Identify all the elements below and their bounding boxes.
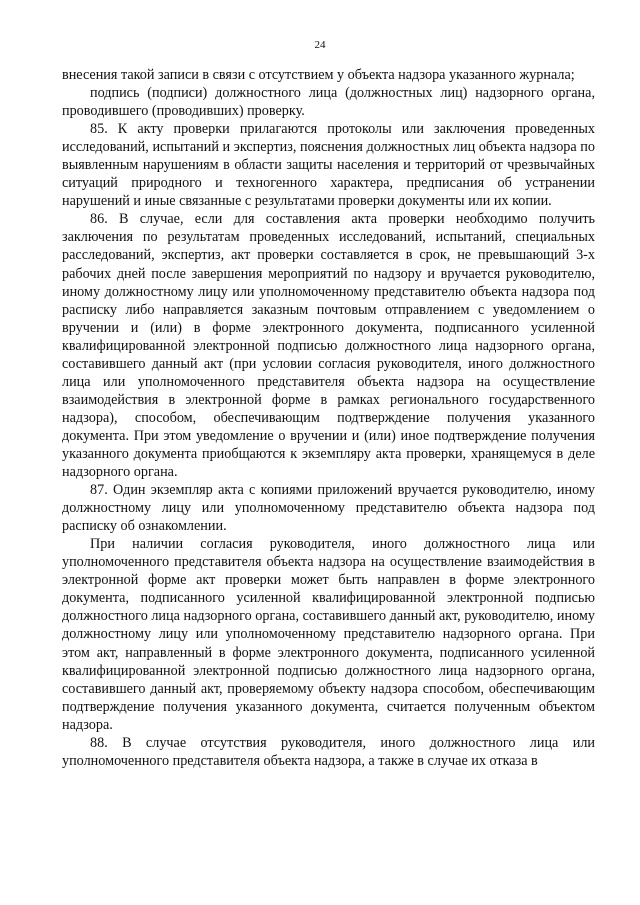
paragraph-continuation: внесения такой записи в связи с отсутствием у объекта надзора указанного журнала; [62, 67, 575, 83]
page-number: 24 [314, 39, 326, 51]
paragraph-87-electronic: При наличии согласия руководителя, иного должностного лица или уполномоченного представителя объекта надзора на осуществление взаимодействия в электронной форме акт проверки может быть направлен в форме электронного документа, подписанного усиленной квалифицированной электронной подписью должностного лица надзорного органа, составившего данный акт, руководителю, иному должностному лицу или уполномоченному представителю надзорного органа. При этом акт, направленный в форме электронного документа, подписанного усиленной квалифицированной электронной подписью должностного лица надзорного органа, составившего данный акт, проверяемому объекту надзора способом, обеспечивающим подтверждение получения указанного документа, считается полученным объектом надзора. [62, 536, 595, 733]
paragraph-85: 85. К акту проверки прилагаются протоколы или заключения проведенных исследований, испытаний и экспертиз, пояснения должностных лиц объекта надзора по выявленным нарушениям в области защиты населения и территорий от чрезвычайных ситуаций природного и техногенного характера, предписания об устранении нарушений и иные связанные с результатами проверки документы или их копии. [62, 121, 595, 210]
document-body [62, 66, 595, 770]
paragraph-88: 88. В случае отсутствия руководителя, иного должностного лица или уполномоченного представителя объекта надзора, а также в случае их отказа в [62, 734, 595, 769]
paragraph-86: 86. В случае, если для составления акта проверки необходимо получить заключения по результатам проведенных исследований, испытаний, специальных расследований, экспертиз, акт проверки составляется в срок, не превышающий 3-х рабочих дней после завершения мероприятий по надзору и вручается руководителю, иному должностному лицу или уполномоченному представителю объекта надзора под расписку либо направляется заказным почтовым отправлением с уведомлением о вручении и (или) в форме электронного документа, подписанного усиленной квалифицированной электронной подписью должностного лица надзорного органа, составившего данный акт (при условии согласия руководителя, иного должностного лица или уполномоченного представителя объекта надзора на осуществление взаимодействия в электронной форме в рамках регионального государственного надзора), способом, обеспечивающим подтверждение получения указанного документа. При этом уведомление о вручении и (или) иное подтверждение получения указанного документа приобщаются к экземпляру акта проверки, хранящемуся в деле надзорного органа. [62, 211, 595, 481]
paragraph-87: 87. Один экземпляр акта с копиями приложений вручается руководителю, иному должностному лицу или уполномоченному представителю объекта надзора под расписку об ознакомлении. [62, 482, 595, 535]
paragraph-signature: подпись (подписи) должностного лица (должностных лиц) надзорного органа, проводившего (проводивших) проверку. [62, 85, 595, 120]
